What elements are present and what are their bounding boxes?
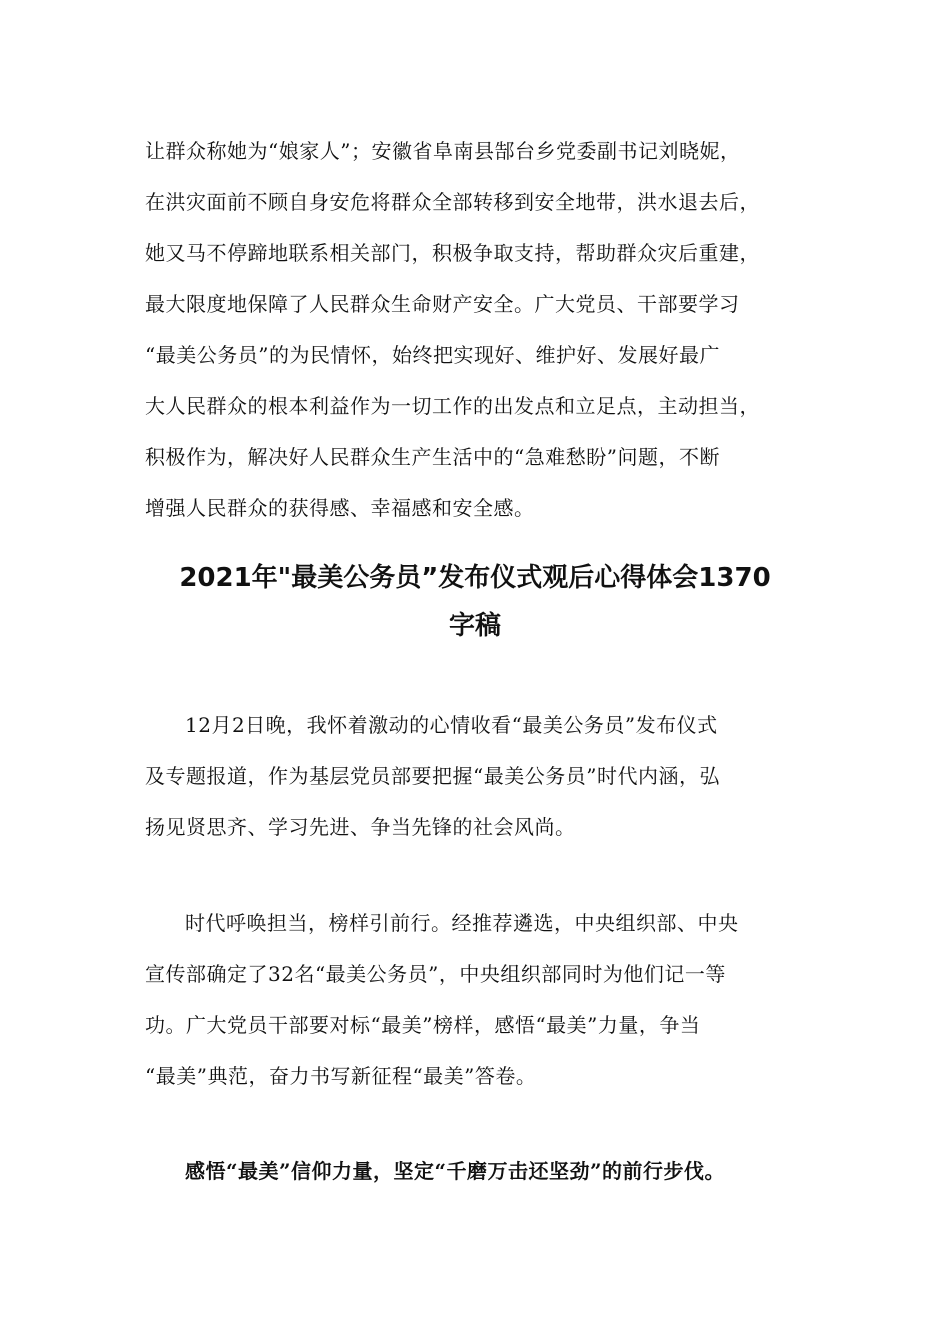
text-line: 功。广大党员干部要对标“最美”榜样，感悟“最美”力量，争当 bbox=[145, 1013, 701, 1037]
text-line: 大人民群众的根本利益作为一切工作的出发点和立足点，主动担当， bbox=[145, 394, 760, 418]
text-line: 宣传部确定了32名“最美公务员”，中央组织部同时为他们记一等 bbox=[145, 962, 726, 986]
paragraph-1 bbox=[145, 700, 825, 853]
text-line: 时代呼唤担当，榜样引前行。经推荐遴选，中央组织部、中央 bbox=[185, 911, 739, 935]
article-title-line-2: 字稿 bbox=[448, 611, 501, 641]
article-title-line-1: 2021年"最美公务员”发布仪式观后心得体会1370 bbox=[179, 563, 771, 593]
intro-paragraph bbox=[145, 126, 825, 534]
text-line: 扬见贤思齐、学习先进、争当先锋的社会风尚。 bbox=[145, 815, 576, 839]
section-heading-text: 感悟“最美”信仰力量，坚定“千磨万击还坚劲”的前行步伐。 bbox=[185, 1159, 726, 1183]
text-line: “最美”典范，奋力书写新征程“最美”答卷。 bbox=[145, 1064, 537, 1088]
text-line: 及专题报道，作为基层党员部要把握“最美公务员”时代内涵，弘 bbox=[145, 764, 720, 788]
text-line: 积极作为，解决好人民群众生产生活中的“急难愁盼”问题，不断 bbox=[145, 445, 720, 469]
text-line: 最大限度地保障了人民群众生命财产安全。广大党员、干部要学习 bbox=[145, 292, 740, 316]
text-line: 增强人民群众的获得感、幸福感和安全感。 bbox=[145, 496, 535, 520]
section-heading bbox=[145, 1146, 825, 1197]
text-line: 让群众称她为“娘家人”；安徽省阜南县郜台乡党委副书记刘晓妮， bbox=[145, 139, 741, 163]
text-line: “最美公务员”的为民情怀，始终把实现好、维护好、发展好最广 bbox=[145, 343, 720, 367]
article-title bbox=[100, 554, 850, 650]
text-line: 12月2日晚，我怀着激动的心情收看“最美公务员”发布仪式 bbox=[185, 713, 718, 737]
text-line: 在洪灾面前不顾自身安危将群众全部转移到安全地带，洪水退去后， bbox=[145, 190, 760, 214]
text-line: 她又马不停蹄地联系相关部门，积极争取支持，帮助群众灾后重建， bbox=[145, 241, 760, 265]
paragraph-2 bbox=[145, 898, 825, 1102]
